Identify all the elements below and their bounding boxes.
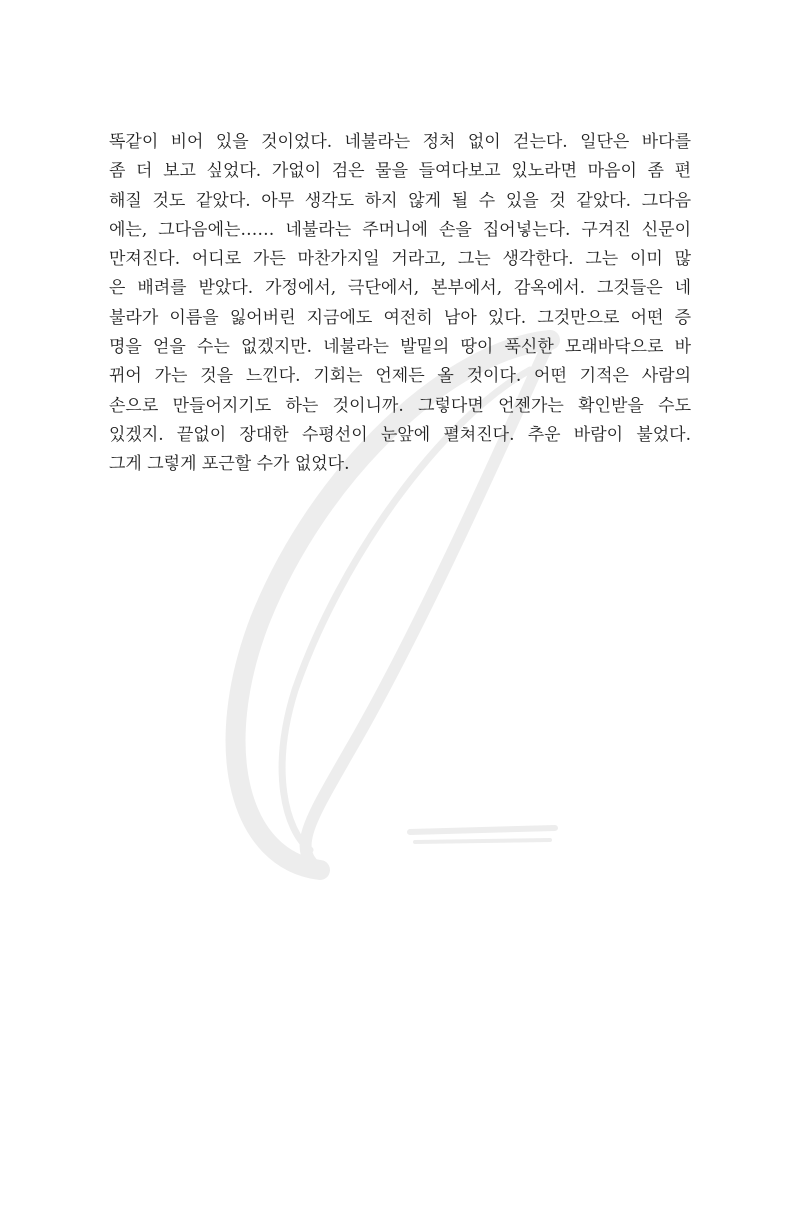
text-line: 은 배려를 받았다. 가정에서, 극단에서, 본부에서, 감옥에서. 그것들은 네	[109, 278, 691, 299]
text-line: 만져진다. 어디로 가든 마찬가지일 거라고, 그는 생각한다. 그는 이미 많	[109, 249, 691, 270]
text-line: 불라가 이름을 잃어버린 지금에도 여전히 남아 있다. 그것만으로 어떤 증	[109, 307, 691, 328]
body-text	[109, 128, 691, 480]
text-line: 있겠지. 끝없이 장대한 수평선이 눈앞에 펼쳐진다. 추운 바람이 불었다.	[109, 424, 691, 445]
text-line: 그게 그렇게 포근할 수가 없었다.	[109, 454, 350, 475]
text-line: 뀌어 가는 것을 느낀다. 기회는 언제든 올 것이다. 어떤 기적은 사람의	[109, 366, 691, 387]
text-line: 해질 것도 같았다. 아무 생각도 하지 않게 될 수 있을 것 같았다. 그다음	[109, 190, 691, 211]
text-line: 에는, 그다음에는…… 네불라는 주머니에 손을 집어넣는다. 구겨진 신문이	[109, 219, 691, 240]
text-line: 좀 더 보고 싶었다. 가없이 검은 물을 들여다보고 있노라면 마음이 좀 편	[109, 161, 691, 182]
text-line: 똑같이 비어 있을 것이었다. 네불라는 정처 없이 걷는다. 일단은 바다를	[109, 132, 691, 152]
text-line: 명을 얻을 수는 없겠지만. 네불라는 발밑의 땅이 푹신한 모래바닥으로 바	[109, 337, 691, 358]
text-line: 손으로 만들어지기도 하는 것이니까. 그렇다면 언젠가는 확인받을 수도	[109, 395, 691, 416]
